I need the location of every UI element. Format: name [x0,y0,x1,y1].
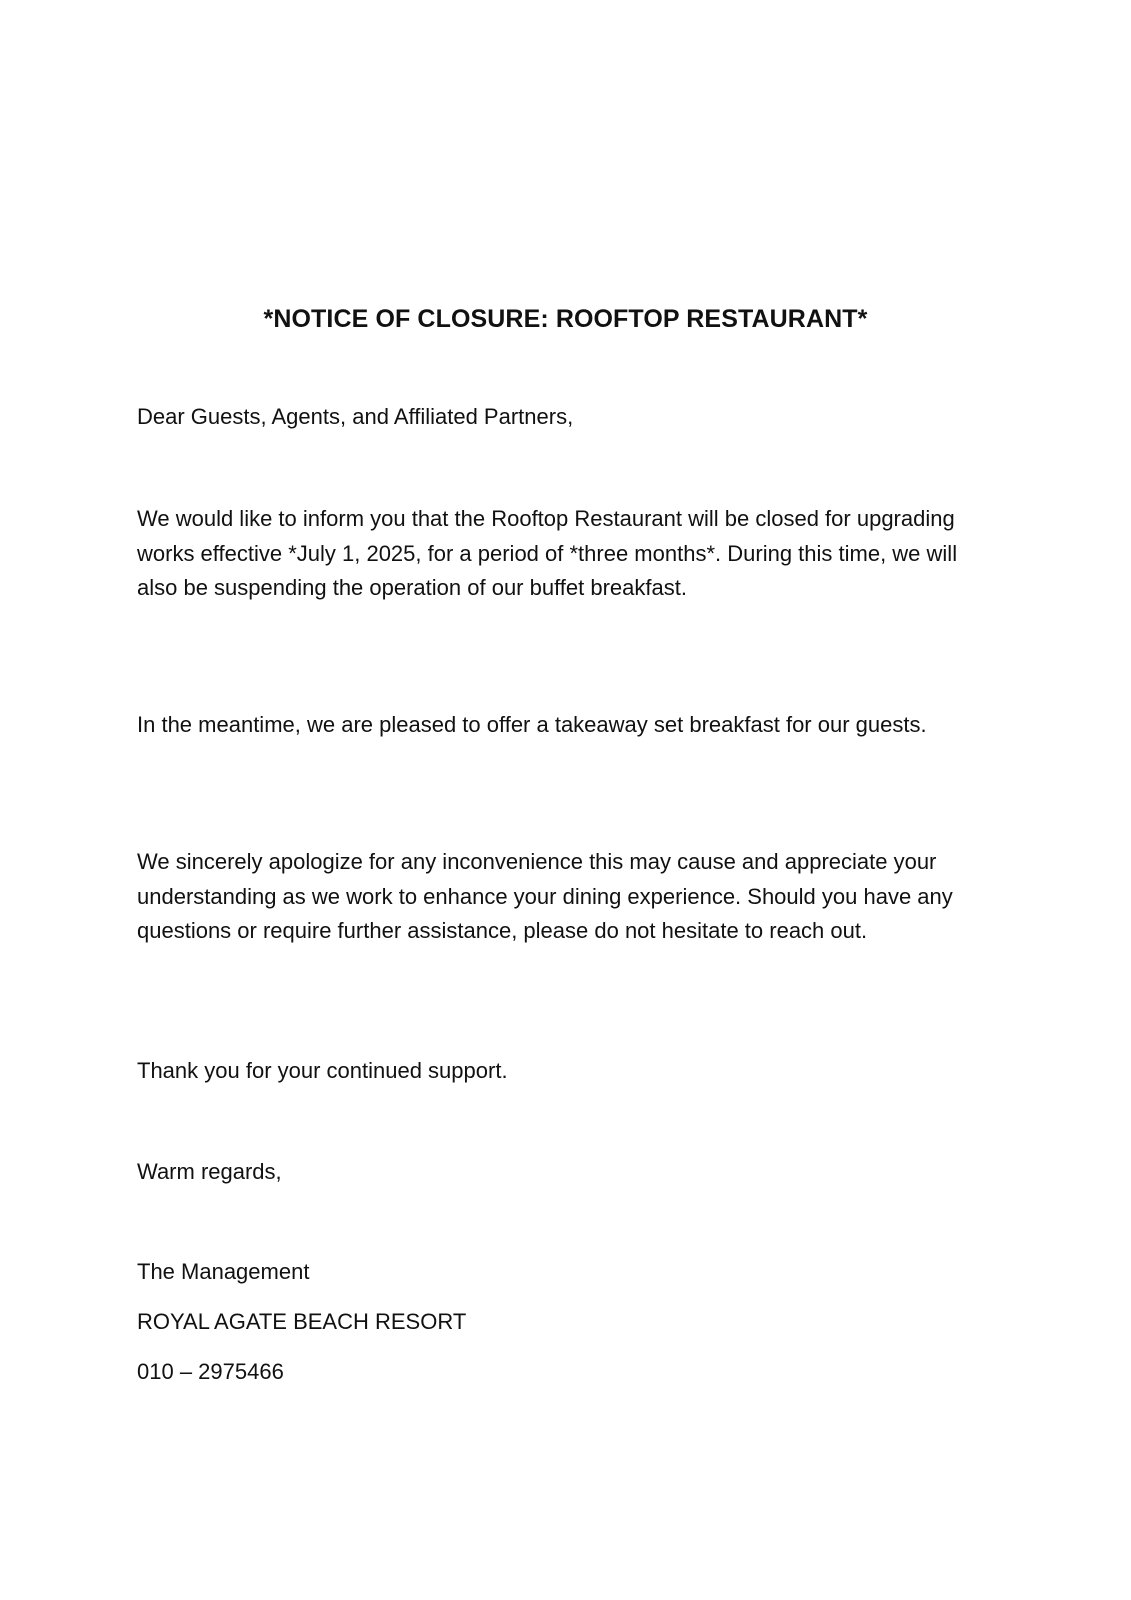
notice-title: *NOTICE OF CLOSURE: ROOFTOP RESTAURANT* [263,305,868,333]
thanks-line: Thank you for your continued support. [137,1058,508,1083]
signature-phone: 010 – 2975466 [137,1359,284,1384]
paragraph-apology: We sincerely apologize for any inconvenience this may cause and appreciate your understanding as we work to enhance your dining experience. Should you have any questions or require further assistance, please do not hesitate to reach out. [137,849,953,943]
salutation: Dear Guests, Agents, and Affiliated Partners, [137,404,574,429]
signature-organization: ROYAL AGATE BEACH RESORT [137,1309,467,1334]
signature-name: The Management [137,1259,310,1284]
closing-line: Warm regards, [137,1159,282,1184]
paragraph-takeaway-offer: In the meantime, we are pleased to offer a takeaway set breakfast for our guests. [137,712,927,737]
paragraph-closure-details: We would like to inform you that the Rooftop Restaurant will be closed for upgrading works effective *July 1, 2025, for a period of *three months*. During this time, we will also be suspending the operation of our buffet breakfast. [137,506,958,600]
